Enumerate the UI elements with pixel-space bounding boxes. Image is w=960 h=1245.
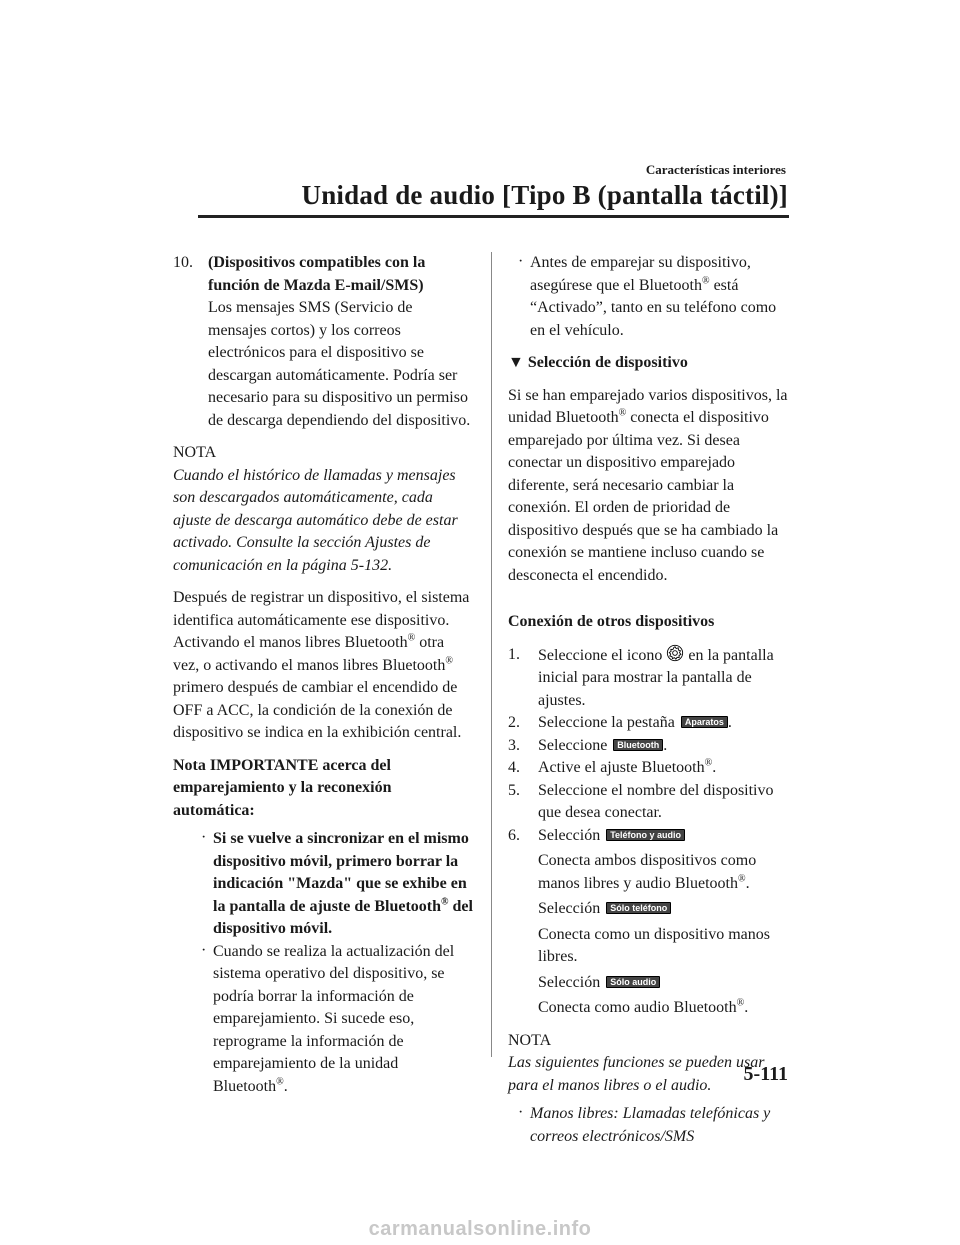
phone-only-button-image: Sólo teléfono bbox=[606, 902, 671, 914]
watermark: carmanualsonline.info bbox=[368, 1218, 592, 1240]
bullet-dot: · bbox=[518, 1104, 524, 1121]
note-text-2: Las siguientes funciones se pueden usar para el manos libres o el audio. bbox=[508, 1054, 765, 1094]
title-rule bbox=[198, 215, 789, 218]
paragraph-selection: Si se han emparejado varios dispositivos, la unidad Bluetooth® conecta el dispositivo emparejado por última vez. Si desea conectar un dispositivo emparejado diferente, será necesario cambiar la conexión. El orden de prioridad de dispositivo después que se ha cambiado la conexión se mantiene incluso cuando se desconecta el encendido. bbox=[508, 386, 788, 584]
item-title: (Dispositivos compatibles con la función de Mazda E-mail/SMS) bbox=[208, 254, 426, 294]
step-4: 4. Active el ajuste Bluetooth®. bbox=[508, 757, 717, 776]
important-note-title: Nota IMPORTANTE acerca del emparejamiento y la reconexión automática: bbox=[173, 756, 392, 819]
note-text: Cuando el histórico de llamadas y mensajes son descargados automáticamente, cada ajuste de descarga automático debe de estar activado. Consulte la sección Ajustes de comunicación en la página 5-132. bbox=[173, 466, 458, 574]
step-6: 6. Selección Teléfono y audio Conecta ambos dispositivos como manos libres y audio Bluetooth®. Selección Sólo teléfono Conecta como un dispositivo manos libres. Selección Sólo audio Conecta como audio Bluetooth®. bbox=[508, 826, 770, 1016]
step-5: 5. Seleccione el nombre del dispositivo que desea conectar. bbox=[508, 781, 774, 821]
right-column bbox=[508, 252, 788, 1148]
item-number: 10. bbox=[173, 254, 193, 271]
note-label-2: NOTA bbox=[508, 1031, 552, 1049]
bullet-dot: · bbox=[518, 253, 524, 270]
list-item: · Antes de emparejar su dispositivo, asegúrese que el Bluetooth® está “Activado”, tanto en su teléfono como en el vehículo. bbox=[518, 252, 788, 342]
audio-only-button-image: Sólo audio bbox=[606, 976, 660, 988]
list-item: · Si se vuelve a sincronizar en el mismo dispositivo móvil, primero borrar la indicación "Mazda" que se exhibe en la pantalla de ajuste de Bluetooth® del dispositivo móvil. bbox=[201, 828, 473, 941]
paragraph-registration: Después de registrar un dispositivo, el sistema identifica automáticamente ese dispositivo. Activando el manos libres Bluetooth® otra vez, o activando el manos libres Bluetooth® primero después de cambiar el encendido de OFF a ACC, la condición de la conexión de dispositivo se indica en la exhibición central. bbox=[173, 589, 470, 741]
left-column bbox=[173, 252, 473, 1098]
list-item: · Manos libres: Llamadas telefónicas y correos electrónicos/SMS bbox=[518, 1103, 788, 1148]
subsection-title-other: Conexión de otros dispositivos bbox=[508, 613, 715, 630]
step-1: 1. Seleccione el icono en la pantalla inicial para mostrar la pantalla de ajustes. bbox=[508, 645, 774, 709]
bluetooth-button-image: Bluetooth bbox=[613, 739, 663, 751]
bullet-dot: · bbox=[201, 829, 207, 846]
step-3: 3. Seleccione Bluetooth . bbox=[508, 736, 668, 754]
numbered-item-10 bbox=[173, 252, 473, 432]
phone-and-audio-button-image: Teléfono y audio bbox=[606, 829, 685, 841]
bullet-dot: · bbox=[201, 941, 207, 959]
item-body: Los mensajes SMS (Servicio de mensajes cortos) y los correos electrónicos para el dispositivo se descargan automáticamente. Podría ser necesario para su dispositivo un permiso de descarga dependiendo del dispositivo. bbox=[208, 299, 471, 429]
column-divider bbox=[491, 252, 492, 1057]
section-label: Características interiores bbox=[645, 162, 786, 177]
tab-aparatos: Aparatos bbox=[681, 716, 728, 728]
step-2: 2. Seleccione la pestaña Aparatos . bbox=[508, 714, 732, 731]
page-title: Unidad de audio [Tipo B (pantalla táctil)] bbox=[301, 180, 788, 210]
list-item: · Cuando se realiza la actualización del sistema operativo del dispositivo, se podría borrar la información de emparejamiento. Si sucede eso, reprograme la información de emparejamiento de la unidad Bluetooth®. bbox=[201, 941, 473, 1099]
note-label: NOTA bbox=[173, 444, 217, 461]
page-number: 5-111 bbox=[743, 1063, 788, 1085]
settings-gear-icon bbox=[666, 644, 684, 662]
triangle-icon: ▼ bbox=[508, 354, 524, 371]
subsection-title: ▼ Selección de dispositivo bbox=[508, 354, 688, 371]
